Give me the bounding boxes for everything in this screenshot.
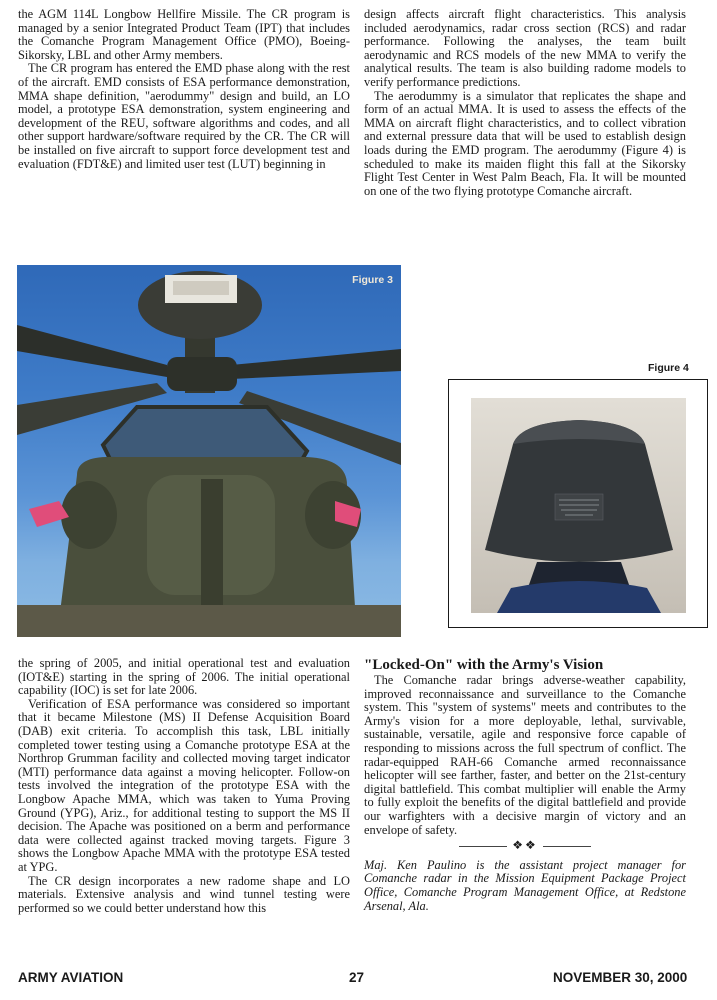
footer-publication: ARMY AVIATION xyxy=(18,970,124,985)
article-column-left-top xyxy=(18,8,350,171)
section-end-ornament xyxy=(364,839,686,853)
apache-helicopter-illustration xyxy=(17,265,401,637)
article-column-right-bottom xyxy=(364,657,686,913)
figure-3-caption: Figure 3 xyxy=(352,274,393,286)
paragraph: The CR design incorporates a new radome shape and LO materials. Extensive analysis and wind tunnel testing were performed so we could better understand how this xyxy=(18,873,350,915)
paragraph: Verification of ESA performance was considered so important that it became Milestone (MS) II Defense Acquisition Board (DAB) exit criteria. To accomplish this task, LBL initially completed tower testing using a Comanche prototype ESA at the Northrop Grumman facility and collected moving target indicator (MTI) performance data against a moving helicopter. Follow-on tests involved the integration of the prototype ESA with the Longbow Apache MMA, which was taken to Yuma Proving Ground (YPG), Ariz., for additional testing to support the MS II decision. The Apache was positioned on a berm and performance data were collected against tracked moving targets. Figure 3 shows the Longbow Apache MMA with the prototype ESA tested at YPG. xyxy=(18,696,350,874)
paragraph: the AGM 114L Longbow Hellfire Missile. The CR program is managed by a senior Integrated Product Team (IPT) that includes the Comanche Program Management Office (PMO), Boeing-Sikorsky, LBL and other Army members. xyxy=(18,7,350,62)
paragraph: The aerodummy is a simulator that replicates the shape and form of an actual MMA. It is used to assess the effects of the MMA on aircraft flight characteristics, and to collect vibration and external pressure data that will be used to establish design loads during the EMD program. The aerodummy (Figure 4) is scheduled to make its maiden flight this fall at the Sikorsky Flight Test Center in West Palm Beach, Fla. It will be mounted on one of the two flying prototype Comanche aircraft. xyxy=(364,88,686,198)
paragraph: The Comanche radar brings adverse-weather capability, improved reconnaissance and surveillance to the Comanche system. This "system of systems" meets and contributes to the Army's vision for a more deployable, lethal, survivable, sustainable, versatile, agile and responsive force capable of responding to missions across the full spectrum of conflict. The radar-equipped RAH-66 Comanche armed reconnaissance helicopter will see farther, faster, and better on the 21st-century digital battlefield. This combat multiplier will enable the Army to fully exploit the benefits of the digital battlefield and provide our warfighters with a decisive margin of victory and an envelope of safety. xyxy=(364,673,686,837)
section-heading: "Locked-On" with the Army's Vision xyxy=(364,657,604,673)
paragraph: The CR program has entered the EMD phase along with the rest of the aircraft. EMD consists of ESA performance demonstration, MMA shape definition, "aerodummy" design and build, an LO model, a prototype ESA demonstration, system engineering and development of the REU, software algorithms and codes, and all other support hardware/software required by the CR. The CR will be installed on five aircraft to support force development test and evaluation (FDT&E) and limited user test (LUT) beginning in xyxy=(18,61,350,171)
ornament-icon: ❖❖ xyxy=(512,838,538,853)
radome-label-plate xyxy=(555,494,603,520)
aerodummy-radome-illustration xyxy=(471,398,686,613)
radome-shell xyxy=(485,420,673,562)
rotor-blade xyxy=(231,349,401,379)
canopy xyxy=(103,407,307,465)
engine-intake xyxy=(61,481,117,549)
rotor-hub xyxy=(167,357,237,391)
paragraph: design affects aircraft flight characteristics. This analysis included aerodynamics, radar cross section (RCS) and radar performance. Following the analyses, the team built aerodynamic and RCS models of the new MMA to verify the analytical results. The team is also building radome models to verify performance predictions. xyxy=(364,7,686,89)
article-column-left-bottom xyxy=(18,657,350,915)
figure-4-frame xyxy=(448,379,708,628)
radar-antenna-face xyxy=(173,281,229,295)
ground xyxy=(17,605,401,637)
figure-4-caption: Figure 4 xyxy=(648,362,689,374)
footer-page-number: 27 xyxy=(349,970,365,985)
figure-4-photo xyxy=(471,398,686,613)
footer-date: NOVEMBER 30, 2000 xyxy=(553,970,688,985)
rotor-blade xyxy=(17,325,167,377)
paragraph: the spring of 2005, and initial operational test and evaluation (IOT&E) starting in the spring of 2006. The initial operational capability (IOC) is set for late 2006. xyxy=(18,656,350,698)
author-byline: Maj. Ken Paulino is the assistant project manager for Comanche radar in the Mission Equipment Package Project Office, Comanche Program Management Office, at Redstone Arsenal, Ala. xyxy=(364,857,686,913)
figure-3-photo xyxy=(17,265,401,637)
support-stand xyxy=(497,581,661,613)
article-column-right-top xyxy=(364,8,686,198)
